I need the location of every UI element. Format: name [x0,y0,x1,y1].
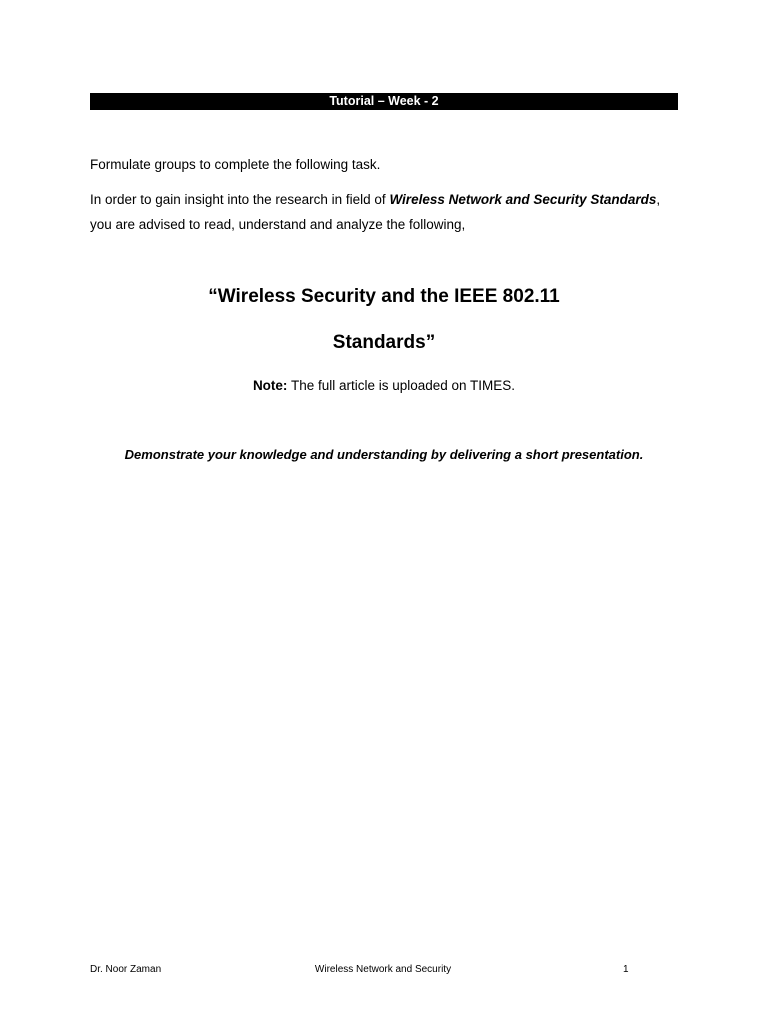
footer-course: Wireless Network and Security [314,964,452,975]
article-title-line2: Standards” [332,332,436,353]
context-text-line2: you are advised to read, understand and analyze the following, [90,217,466,232]
footer-author: Dr. Noor Zaman [90,964,162,975]
tutorial-title-bar: Tutorial – Week - 2 [90,93,678,110]
instruction-text: Demonstrate your knowledge and understanding by delivering a short presentation. [124,447,644,462]
note [0,378,768,393]
context-text-suffix: , [656,192,661,207]
article-title-line1: “Wireless Security and the IEEE 802.11 [208,286,560,307]
note-label: Note: [252,378,288,393]
context-text-prefix: In order to gain insight into the research in field of [90,192,390,207]
context-paragraph [90,187,690,237]
intro-paragraph: Formulate groups to complete the following task. [90,157,381,172]
note-text: The full article is uploaded on TIMES. [287,378,516,393]
topic-emphasis: Wireless Network and Security Standards [389,192,657,207]
footer-page-number: 1 [623,964,629,975]
